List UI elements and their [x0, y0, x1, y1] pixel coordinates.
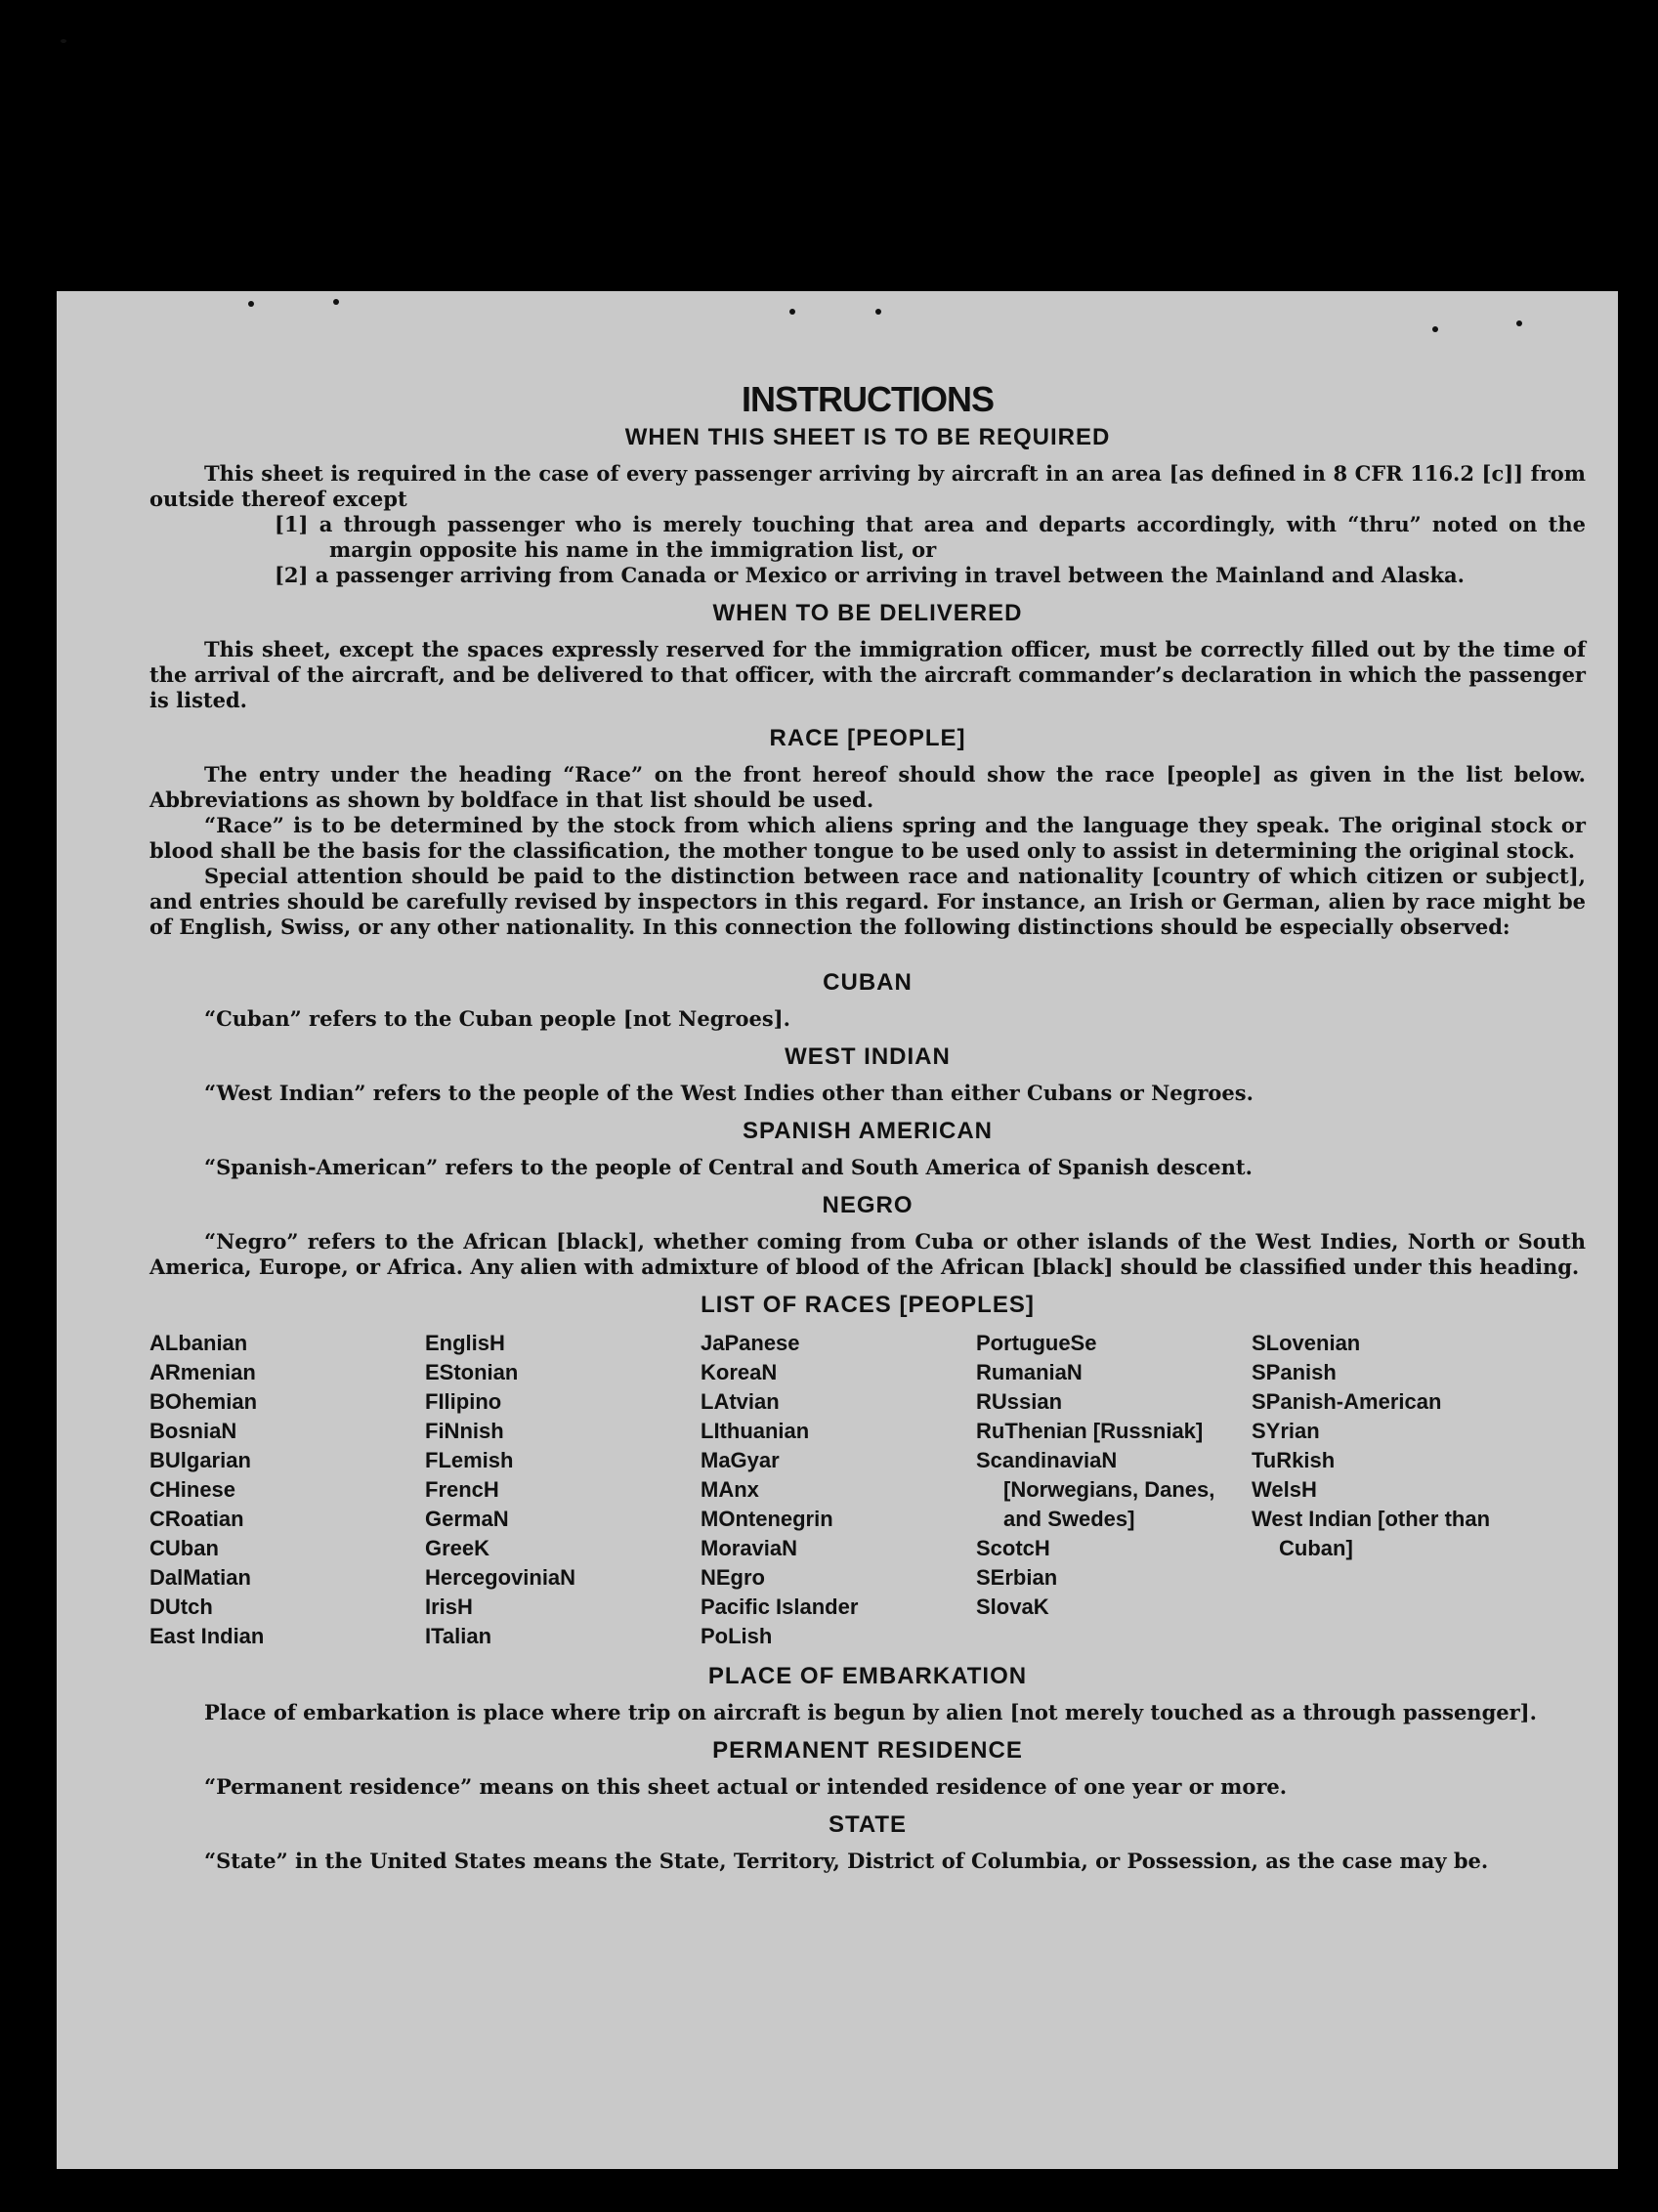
race-entry: SPanish	[1252, 1360, 1337, 1384]
race-entry: NEgro	[701, 1565, 765, 1590]
race-entry: WelsH	[1252, 1477, 1317, 1502]
race-entry: SPanish-American	[1252, 1389, 1442, 1414]
race-entry: SYrian	[1252, 1419, 1320, 1443]
para-race-2: “Race” is to be determined by the stock from which aliens spring and the language they speak. The original stock or blood shall be the basis for the classification, the mother tongue to be used only to assist in determining the original stock.	[149, 813, 1586, 863]
race-entry: DUtch	[149, 1595, 213, 1619]
para-when-delivered: This sheet, except the spaces expressly reserved for the immigration officer, must be correctly filled out by the time of the arrival of the aircraft, and be delivered to that officer, with the aircraft commander’s declaration in which the passenger is listed.	[149, 637, 1586, 712]
race-entry: West Indian [other than Cuban]	[1252, 1507, 1491, 1560]
race-entry: Pacific Islander	[701, 1595, 859, 1619]
race-entry: ARmenian	[149, 1360, 256, 1384]
heading-when-delivered: WHEN TO BE DELIVERED	[712, 600, 1023, 626]
race-entry: HercegoviniaN	[425, 1565, 576, 1590]
race-entry: CUban	[149, 1536, 219, 1560]
race-entry: MAnx	[701, 1477, 759, 1502]
race-entry: SErbian	[976, 1565, 1058, 1590]
race-entry: East Indian	[149, 1624, 265, 1648]
heading-negro: NEGRO	[822, 1192, 914, 1218]
punch-hole-mark	[248, 301, 254, 307]
races-list	[149, 1329, 1586, 1651]
race-entry: JaPanese	[701, 1331, 800, 1355]
race-entry: BOhemian	[149, 1389, 258, 1414]
races-column-2	[425, 1329, 701, 1651]
race-entry: PoLish	[701, 1624, 773, 1648]
race-entry: EnglisH	[425, 1331, 505, 1355]
race-entry: LIthuanian	[701, 1419, 810, 1443]
race-entry: RuThenian [Russniak]	[976, 1419, 1204, 1443]
race-entry: SLovenian	[1252, 1331, 1361, 1355]
race-entry: EStonian	[425, 1360, 519, 1384]
race-entry: FrencH	[425, 1477, 499, 1502]
punch-hole-mark	[1516, 320, 1522, 326]
race-entry: DalMatian	[149, 1565, 251, 1590]
race-entry: GermaN	[425, 1507, 509, 1531]
para-west-indian: “West Indian” refers to the people of the West Indies other than either Cubans or Negroes.	[204, 1081, 1254, 1105]
heading-cuban: CUBAN	[823, 969, 913, 996]
heading-permanent-residence: PERMANENT RESIDENCE	[712, 1737, 1023, 1764]
races-column-4	[976, 1329, 1252, 1651]
para-cuban: “Cuban” refers to the Cuban people [not Negroes].	[204, 1006, 790, 1031]
para-when-required: This sheet is required in the case of every passenger arriving by aircraft in an area [as defined in 8 CFR 116.2 [c]] from outside thereof except	[149, 461, 1586, 511]
heading-spanish-american: SPANISH AMERICAN	[742, 1118, 993, 1144]
race-entry: IrisH	[425, 1595, 473, 1619]
page-title: INSTRUCTIONS	[742, 379, 994, 419]
race-entry: TuRkish	[1252, 1448, 1336, 1472]
race-entry: MaGyar	[701, 1448, 780, 1472]
race-entry: FLemish	[425, 1448, 514, 1472]
heading-list-of-races: LIST OF RACES [PEOPLES]	[701, 1292, 1035, 1318]
instructions-content	[149, 379, 1586, 1874]
race-entry: ALbanian	[149, 1331, 248, 1355]
race-entry: SlovaK	[976, 1595, 1049, 1619]
para-race-1: The entry under the heading “Race” on the front hereof should show the race [people] as given in the list below. Abbreviations as shown by boldface in that list should be used.	[149, 762, 1586, 812]
race-entry: RUssian	[976, 1389, 1063, 1414]
race-entry: MoraviaN	[701, 1536, 798, 1560]
para-embarkation: Place of embarkation is place where trip on aircraft is begun by alien [not merely touched as a through passenger].	[204, 1700, 1537, 1724]
para-state: “State” in the United States means the State, Territory, District of Columbia, or Possession, as the case may be.	[204, 1849, 1489, 1873]
heading-embarkation: PLACE OF EMBARKATION	[707, 1663, 1028, 1689]
race-entry: FIlipino	[425, 1389, 502, 1414]
races-column-5	[1252, 1329, 1527, 1651]
race-entry: BosniaN	[149, 1419, 237, 1443]
heading-when-required: WHEN THIS SHEET IS TO BE REQUIRED	[624, 424, 1111, 450]
race-entry: KoreaN	[701, 1360, 778, 1384]
race-entry: LAtvian	[701, 1389, 780, 1414]
heading-state: STATE	[828, 1811, 908, 1838]
punch-hole-mark	[333, 299, 339, 305]
instruction-sheet	[57, 291, 1618, 2169]
punch-hole-mark	[875, 309, 881, 315]
heading-race: RACE [PEOPLE]	[769, 725, 966, 751]
races-column-1	[149, 1329, 425, 1651]
heading-west-indian: WEST INDIAN	[785, 1043, 951, 1070]
race-entry: MOntenegrin	[701, 1507, 833, 1531]
race-entry: ScandinaviaN [Norwegians, Danes, and Swedes]	[976, 1448, 1215, 1531]
race-entry: ScotcH	[976, 1536, 1050, 1560]
race-entry: CRoatian	[149, 1507, 244, 1531]
race-entry: PortugueSe	[976, 1331, 1097, 1355]
race-entry: RumaniaN	[976, 1360, 1083, 1384]
races-column-3	[701, 1329, 976, 1651]
race-entry: FiNnish	[425, 1419, 504, 1443]
race-entry: GreeK	[425, 1536, 490, 1560]
exception-item-2: [2] a passenger arriving from Canada or Mexico or arriving in travel between the Mainland and Alaska.	[275, 563, 1465, 587]
para-permanent-residence: “Permanent residence” means on this sheet actual or intended residence of one year or more.	[204, 1774, 1288, 1799]
race-entry: ITalian	[425, 1624, 492, 1648]
scan-speck	[61, 39, 66, 43]
race-entry: BUlgarian	[149, 1448, 251, 1472]
punch-hole-mark	[789, 309, 795, 315]
race-entry: CHinese	[149, 1477, 236, 1502]
para-race-3: Special attention should be paid to the distinction between race and nationality [country of which citizen or subject], and entries should be carefully revised by inspectors in this regard. For instance, an Irish or German, alien by race might be of English, Swiss, or any other nationality. In this connection the following distinctions should be especially observed:	[149, 864, 1586, 939]
punch-hole-mark	[1432, 326, 1438, 332]
para-negro: “Negro” refers to the African [black], whether coming from Cuba or other islands of the West Indies, North or South America, Europe, or Africa. Any alien with admixture of blood of the African [black] should be classified under this heading.	[149, 1229, 1586, 1279]
exception-item-1: [1] a through passenger who is merely touching that area and departs accordingly, with “thru” noted on the margin opposite his name in the immigration list, or	[275, 512, 1586, 562]
para-spanish-american: “Spanish-American” refers to the people of Central and South America of Spanish descent.	[204, 1155, 1253, 1179]
